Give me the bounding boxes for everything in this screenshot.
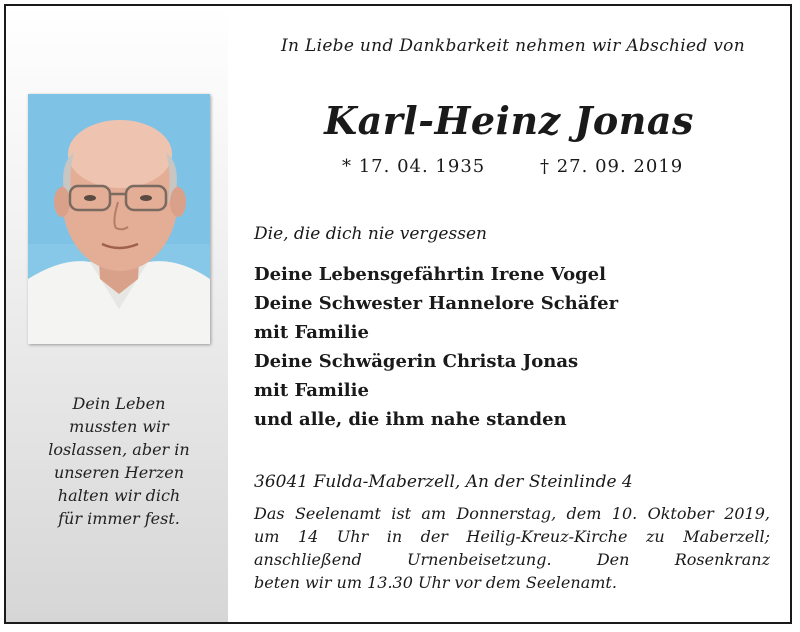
quote-line: für immer fest. <box>58 509 180 528</box>
quote-line: loslassen, aber in <box>48 440 190 459</box>
portrait-photo <box>28 94 210 344</box>
memorial-quote <box>20 392 218 530</box>
mourner-line: Deine Schwester Hannelore Schäfer <box>254 293 619 314</box>
mourners-intro: Die, die dich nie vergessen <box>254 224 487 244</box>
death-date: † 27. 09. 2019 <box>540 156 684 177</box>
notice-line: anschließend Urnenbeisetzung. Den Rosenkranz <box>254 550 770 569</box>
intro-text: In Liebe und Dankbarkeit nehmen wir Abschied von <box>281 36 745 56</box>
mourner-line: Deine Schwägerin Christa Jonas <box>254 351 579 372</box>
portrait-illustration <box>28 94 210 344</box>
notice-line: beten wir um 13.30 Uhr vor dem Seelenamt. <box>254 573 617 592</box>
notice-line: Das Seelenamt ist am Donnerstag, dem 10. Oktober 2019, <box>254 504 770 523</box>
deceased-name: Karl-Heinz Jonas <box>324 98 694 143</box>
main-content <box>228 6 790 622</box>
mourner-line: und alle, die ihm nahe standen <box>254 409 567 430</box>
quote-line: mussten wir <box>69 417 169 436</box>
quote-line: halten wir dich <box>57 486 181 505</box>
mourners-list <box>254 260 618 434</box>
mourner-line: mit Familie <box>254 322 369 343</box>
quote-line: Dein Leben <box>72 394 166 413</box>
mourner-line: Deine Lebensgefährtin Irene Vogel <box>254 264 606 285</box>
obituary-notice <box>4 4 792 624</box>
notice-line: um 14 Uhr in der Heilig-Kreuz-Kirche zu Maberzell; <box>254 527 770 546</box>
service-notice <box>254 502 770 594</box>
family-address: 36041 Fulda-Maberzell, An der Steinlinde 4 <box>254 472 633 492</box>
sidebar-panel <box>6 6 228 622</box>
quote-line: unseren Herzen <box>53 463 185 482</box>
mourner-line: mit Familie <box>254 380 369 401</box>
birth-date: * 17. 04. 1935 <box>342 156 486 177</box>
